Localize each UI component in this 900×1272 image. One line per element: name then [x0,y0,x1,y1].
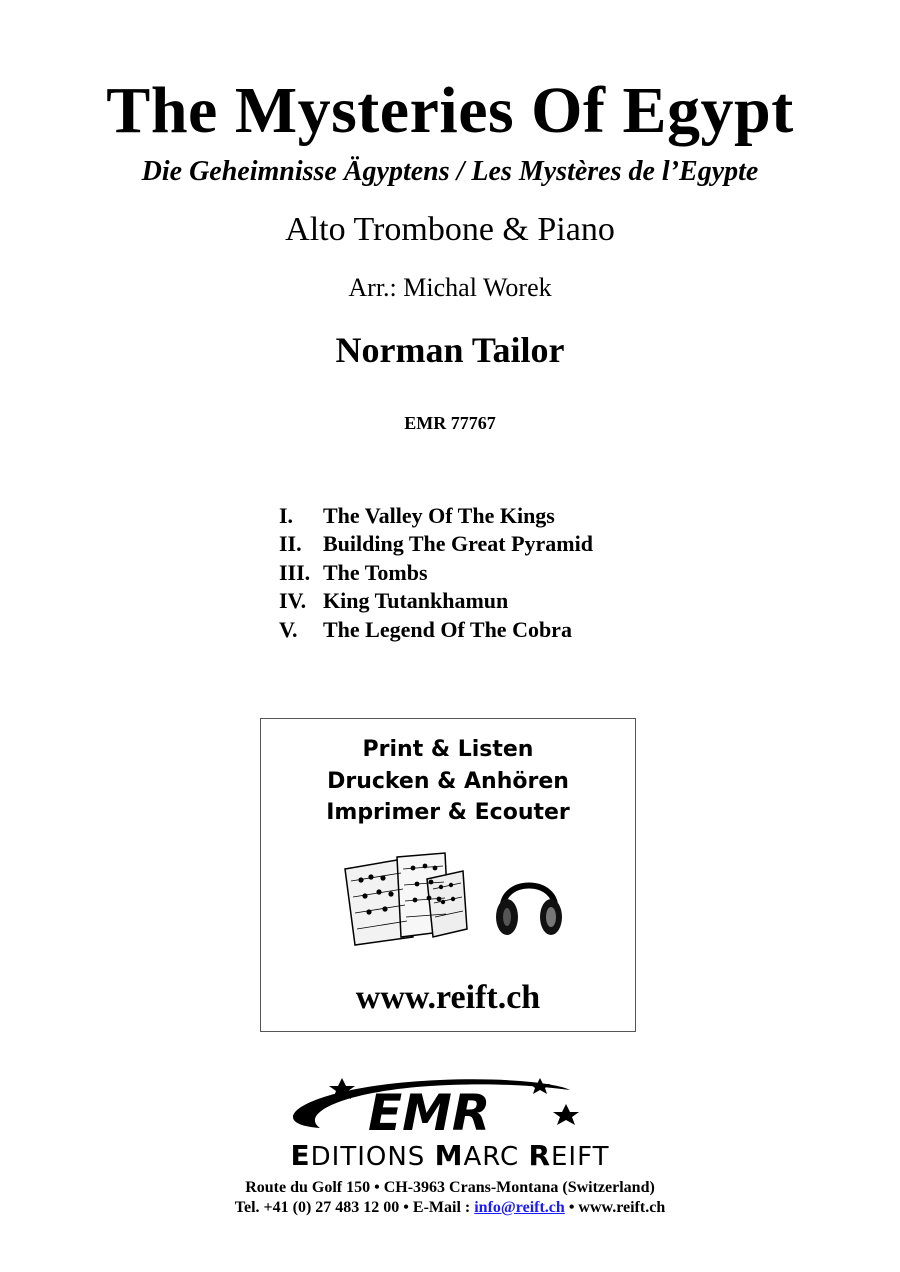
promo-line-fr: Imprimer & Ecouter [326,800,570,825]
email-link[interactable]: info@reift.ch [474,1199,565,1216]
print-listen-box [260,718,636,1032]
subtitle: Die Geheimnisse Ägyptens / Les Mystères de l’Egypte [141,156,759,187]
logo-text: EMR [368,1084,491,1140]
list-item [279,502,593,530]
movement-title: Building The Great Pyramid [323,531,593,557]
page-title: The Mysteries Of Egypt [106,74,794,147]
movement-number: II. [279,531,302,557]
movement-number: III. [279,559,311,585]
movement-number: I. [279,503,294,528]
promo-line-en: Print & Listen [362,737,534,762]
web-text: • www.reift.ch [564,1199,666,1216]
movement-number: V. [279,616,298,642]
publisher-name [0,1139,900,1172]
composer: Norman Tailor [335,330,565,370]
publisher-name-part: R [528,1139,551,1172]
publisher-name-part: ARC [463,1142,529,1172]
publisher-address: Route du Golf 150 • CH-3963 Crans-Montana (Switzerland) [245,1179,655,1196]
publisher-name-part: DITIONS [310,1142,435,1172]
catalog-number: EMR 77767 [404,413,496,433]
movement-title: The Tombs [323,559,428,585]
movement-list [279,502,593,644]
list-item [279,559,593,587]
publisher-name-part: E [290,1139,311,1172]
movement-title: The Legend Of The Cobra [323,616,572,642]
list-item [279,616,593,644]
website-url: www.reift.ch [355,979,541,1016]
publisher-name-part: EIFT [551,1142,610,1172]
list-item [279,587,593,615]
publisher-contact [0,1200,900,1216]
instrumentation: Alto Trombone & Piano [285,211,615,248]
sheet-music-icon [341,851,471,947]
promo-line-de: Drucken & Anhören [327,769,569,794]
emr-logo [240,1074,660,1140]
movement-number: IV. [279,588,307,614]
movement-title: The Valley Of The Kings [323,503,555,528]
headphones-icon [493,861,565,943]
publisher-name-part: M [434,1139,464,1172]
arranger: Arr.: Michal Worek [348,273,552,302]
movement-title: King Tutankhamun [323,588,509,614]
list-item [279,530,593,558]
phone-text: Tel. +41 (0) 27 483 12 00 • E-Mail : [234,1199,475,1216]
